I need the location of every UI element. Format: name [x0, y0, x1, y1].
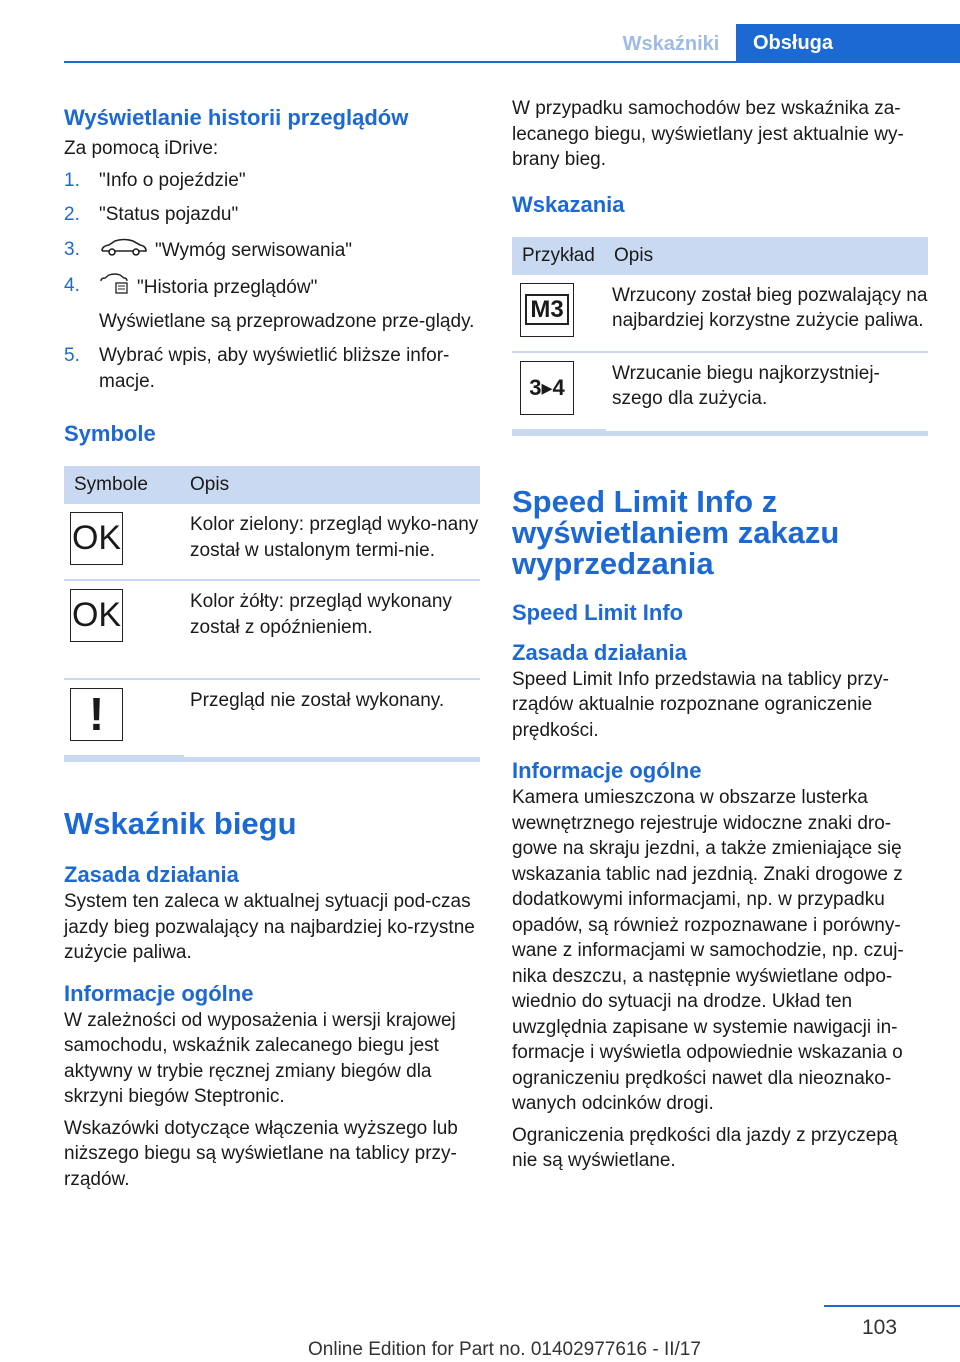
- list-item: [64, 168, 480, 194]
- list-item: [64, 343, 480, 394]
- principle-heading: Zasada działania: [64, 862, 239, 887]
- symbols-table: [64, 466, 480, 757]
- intro-text: W przypadku samochodów bez wskaźnika za‐lecanego biegu, wyświetlany jest aktualnie wy‐brany bieg.: [512, 98, 904, 170]
- step-note: Wyświetlane są przeprowadzone prze‐glądy.: [99, 310, 475, 332]
- list-item: [64, 273, 480, 334]
- symbols-heading: Symbole: [64, 421, 156, 446]
- history-intro: Za pomocą iDrive:: [64, 138, 219, 159]
- step-number: 5.: [64, 345, 80, 366]
- edition-note: Online Edition for Part no. 01402977616 - II/17: [308, 1339, 701, 1360]
- ok-yellow-icon: OK: [70, 589, 123, 642]
- general-heading: Informacje ogólne: [64, 980, 254, 1006]
- table-end-bar: [512, 431, 928, 436]
- right-column: [512, 96, 928, 1180]
- col-example-header: Przykład: [512, 237, 606, 275]
- desc-cell: Kolor żółty: przegląd wykonany został z opóźnieniem.: [184, 580, 480, 679]
- car-icon: [99, 237, 149, 265]
- general-text-1: Kamera umieszczona w obszarze lusterka wewnętrznego rejestruje widoczne znaki dro‐gowe na skraju jezdni, a także zmieniające się wskazania tablic nad jezdnią. Znaki drogowe z dodatkowymi informacjami, np. w przypadku opadów, są również rozpoznawane i porówny‐wane z informacjami w samochodzie, np. czuj‐nika deszczu, a następnie wyświetlane odpo‐wiednio do sytuacji na drodze. Układ ten uwzględnia zapisane w systemie nawigacji in‐formacje i wyświetla odpowiednie wskazania o ograniczeniu prędkości nawet dla nieoznako‐wanych odcinków drogi.: [512, 787, 904, 1114]
- example-cell: [512, 275, 606, 352]
- col-desc-header: Opis: [606, 237, 928, 275]
- desc-cell: Kolor zielony: przegląd wyko‐nany został w ustalonym termi‐nie.: [184, 504, 480, 580]
- history-heading: Wyświetlanie historii przeglądów: [64, 105, 409, 130]
- gear-badge-label: M3: [525, 294, 568, 326]
- general-text-2: Wskazówki dotyczące włączenia wyższego lub niższego biegu są wyświetlane na tablicy przy‐rządów.: [64, 1117, 458, 1190]
- gear-3-to-4-icon: 3▸4: [520, 361, 574, 415]
- page-header: [0, 0, 960, 62]
- table-header-row: [64, 466, 480, 504]
- list-item: [64, 237, 480, 265]
- tab-operation[interactable]: Obsługa: [736, 24, 960, 62]
- step-text: Wybrać wpis, aby wyświetlić bliższe infor‐macje.: [99, 345, 450, 392]
- table-header-row: [512, 237, 928, 275]
- service-history-icon: [99, 273, 131, 303]
- symbol-cell: [64, 504, 184, 580]
- desc-cell: Przegląd nie został wykonany.: [190, 690, 445, 711]
- table-row: [512, 275, 928, 352]
- general-heading: Informacje ogólne: [512, 758, 702, 783]
- gear-heading: Wskaźnik biegu: [64, 806, 297, 841]
- exclamation-icon: !: [70, 688, 123, 741]
- left-column: [64, 96, 480, 1198]
- indications-table: [512, 237, 928, 431]
- step-text: "Wymóg serwisowania": [155, 239, 353, 261]
- table-row: [64, 679, 480, 756]
- example-cell: [512, 352, 606, 430]
- footer-rule: [824, 1305, 960, 1307]
- gear-m3-icon: [520, 283, 574, 337]
- symbol-cell: [64, 679, 184, 756]
- speed-heading: Speed Limit Info z wyświetlaniem zakazu wyprzedzania: [512, 483, 840, 581]
- sli-heading: Speed Limit Info: [512, 599, 684, 625]
- desc-cell: Wrzucony został bieg pozwalający na najbardziej korzystne zużycie paliwa.: [606, 275, 928, 352]
- table-row: [64, 504, 480, 580]
- page-number: 103: [862, 1316, 898, 1339]
- table-end-bar: [64, 757, 480, 762]
- desc-cell: Wrzucanie biegu najkorzystniej‐szego dla zużycia.: [612, 362, 880, 409]
- step-number: 3.: [64, 238, 80, 260]
- general-text-1: W zależności od wyposażenia i wersji krajowej samochodu, wskaźnik zalecanego biegu jest aktywny w trybie ręcznej zmiany biegów dla skrzyni biegów Steptronic.: [64, 1009, 456, 1107]
- general-text-2: Ograniczenia prędkości dla jazdy z przyczepą nie są wyświetlane.: [512, 1124, 898, 1171]
- header-rule: [64, 61, 960, 63]
- step-text: "Status pojazdu": [99, 204, 239, 225]
- step-text: "Historia przeglądów": [137, 276, 318, 298]
- step-text: "Info o pojeździe": [99, 169, 246, 191]
- table-row: [512, 352, 928, 430]
- list-item: [64, 202, 480, 228]
- step-number: 4.: [64, 275, 80, 296]
- symbol-cell: [64, 580, 184, 679]
- step-number: 1.: [64, 169, 80, 191]
- ok-green-icon: OK: [70, 512, 123, 565]
- step-number: 2.: [64, 204, 80, 225]
- principle-text: System ten zaleca w aktualnej sytuacji pod‐czas jazdy bieg pozwalający na najbardziej ko‐rzystne zużycie paliwa.: [64, 891, 475, 963]
- tab-indicators[interactable]: Wskaźniki: [622, 33, 720, 55]
- steps-list: [64, 168, 480, 395]
- col-symbol-header: Symbole: [64, 466, 184, 504]
- col-desc-header: Opis: [184, 466, 480, 504]
- table-row: [64, 580, 480, 679]
- principle-heading: Zasada działania: [512, 639, 687, 665]
- indications-heading: Wskazania: [512, 191, 625, 217]
- principle-text: Speed Limit Info przedstawia na tablicy przy‐rządów aktualnie rozpoznane ograniczenie prędkości.: [512, 668, 890, 741]
